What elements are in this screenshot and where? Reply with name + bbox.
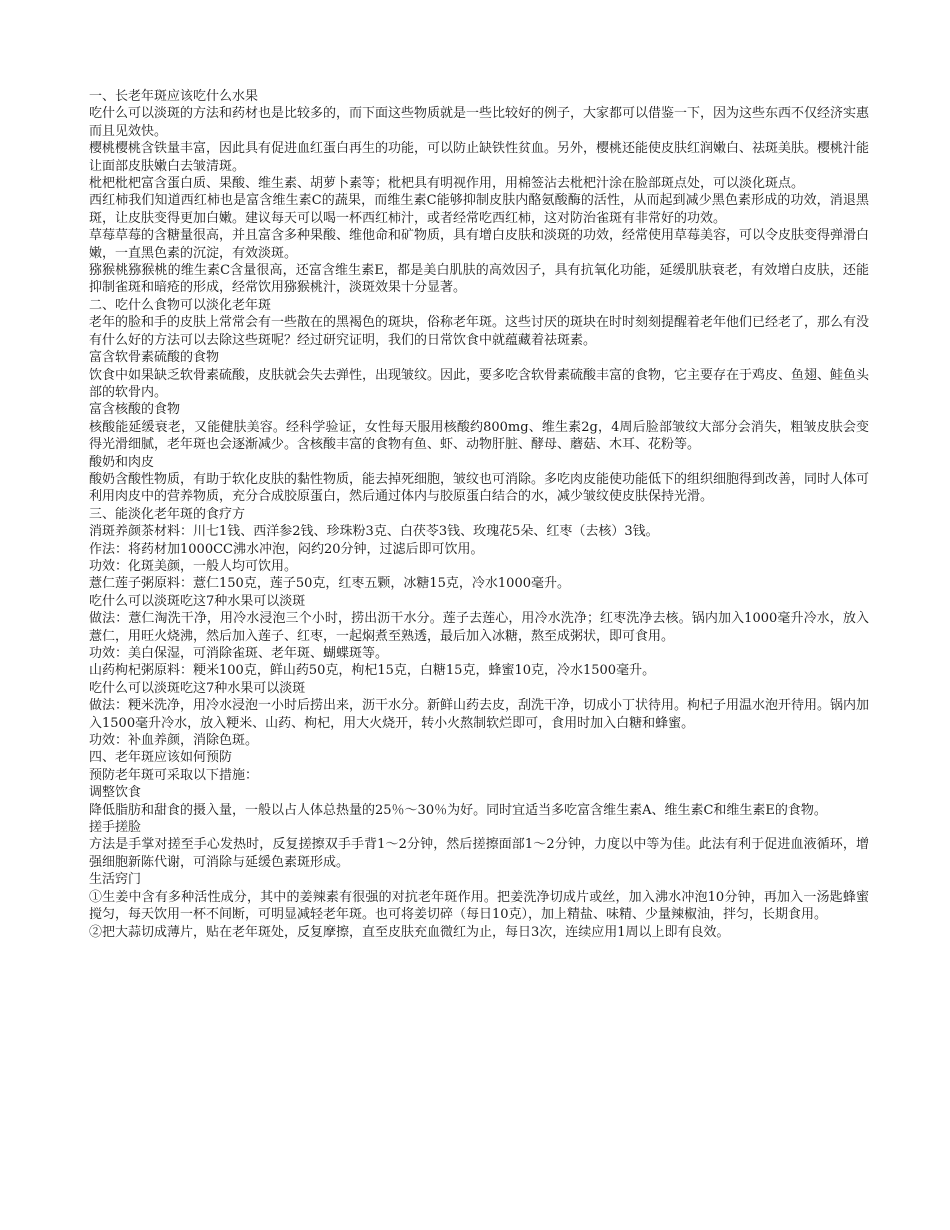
paragraph: 一、长老年斑应该吃什么水果: [89, 89, 259, 104]
paragraph: 做法：粳米洗净，用冷水浸泡一小时后捞出来，沥干水分。新鲜山药去皮，刮洗干净，切成小丁状待用。枸杞子用温水泡开待用。锅内加入1500毫升冷水，放入粳米、山药、枸杞，用大火烧开，转小火熬制软烂即可，食用时加入白糖和蜂蜜。: [89, 698, 870, 731]
paragraph: ①生姜中含有多种活性成分，其中的姜辣素有很强的对抗老年斑作用。把姜洗净切成片或丝，加入沸水冲泡10分钟，再加入一汤匙蜂蜜搅匀，每天饮用一杯不间断，可明显减轻老年斑。也可将姜切碎（每日10克），加上精盐、味精、少量辣椒油，拌匀，长期食用。: [89, 889, 869, 923]
paragraph: 预防老年斑可采取以下措施：: [89, 767, 259, 783]
paragraph: 功效：化斑美颜，一般人均可饮用。: [89, 558, 298, 574]
paragraph: 搓手搓脸: [89, 820, 142, 836]
paragraph: 吃什么可以淡斑吃这7种水果可以淡斑: [89, 593, 306, 609]
paragraph: 酸奶含酸性物质，有助于软化皮肤的黏性物质，能去掉死细胞，皱纹也可消除。多吃肉皮能使功能低下的组织细胞得到改善，同时人体可利用肉皮中的营养物质，充分合成胶原蛋白，然后通过体内与胶原蛋白结合的水，减少皱纹使皮肤保持光滑。: [89, 471, 870, 505]
paragraph: 吃什么可以淡斑的方法和药材也是比较多的，而下面这些物质就是一些比较好的例子，大家都可以借鉴一下，因为这些东西不仅经济实惠而且见效快。: [89, 106, 870, 139]
paragraph: 枇杷枇杷富含蛋白质、果酸、维生素、胡萝卜素等；枇杷具有明视作用，用棉签沾去枇杷汁涂在脸部斑点处，可以淡化斑点。: [89, 176, 805, 192]
paragraph: 功效：补血养颜，消除色斑。: [89, 733, 259, 749]
paragraph: 方法是手掌对搓至手心发热时，反复搓擦双手手背1～2分钟，然后搓擦面部1～2分钟，力度以中等为佳。此法有利于促进血液循环，增强细胞新陈代谢，可消除与延缓色素斑形成。: [89, 837, 869, 870]
paragraph: 功效：美白保湿，可消除雀斑、老年斑、蝴蝶斑等。: [89, 646, 389, 661]
paragraph: 酸奶和肉皮: [89, 454, 155, 470]
paragraph: 樱桃樱桃含铁量丰富，因此具有促进血红蛋白再生的功能，可以防止缺铁性贫血。另外，樱桃还能使皮肤红润嫩白、祛斑美肤。樱桃汁能让面部皮肤嫩白去皱清斑。: [89, 141, 870, 174]
paragraph: 西红柿我们知道西红柿也是富含维生素C的蔬果，而维生素C能够抑制皮肤内酪氨酸酶的活性，从而起到减少黑色素形成的功效，消退黑斑，让皮肤变得更加白嫩。建议每天可以喝一杯西红柿汁，或者经常吃西红柿，这对防治雀斑有非常好的功效。: [89, 193, 869, 226]
document-body: [89, 88, 869, 941]
paragraph: 三、能淡化老年斑的食疗方: [89, 506, 246, 522]
paragraph: ②把大蒜切成薄片，贴在老年斑处，反复摩擦，直至皮肤充血微红为止，每日3次，连续应用1周以上即有良效。: [89, 924, 730, 940]
paragraph: 作法：将药材加1000CC沸水冲泡，闷约20分钟，过滤后即可饮用。: [89, 541, 484, 557]
paragraph: 草莓草莓的含糖量很高，并且富含多种果酸、维他命和矿物质，具有增白皮肤和淡斑的功效，经常使用草莓美容，可以令皮肤变得弹滑白嫩，一直黑色素的沉淀，有效淡斑。: [89, 228, 870, 261]
paragraph: 老年的脸和手的皮肤上常常会有一些散在的黑褐色的斑块，俗称老年斑。这些讨厌的斑块在时时刻刻提醒着老年他们已经老了，那么有没有什么好的方法可以去除这些斑呢？经过研究证明，我们的日常饮食中就蕴藏着祛斑素。: [89, 315, 870, 348]
paragraph: 山药枸杞粥原料：粳米100克，鲜山药50克，枸杞15克，白糖15克，蜂蜜10克，冷水1500毫升。: [89, 663, 656, 679]
paragraph: 调整饮食: [89, 785, 142, 801]
paragraph: 消斑养颜茶材料：川七1钱、西洋参2钱、珍珠粉3克、白茯苓3钱、玫瑰花5朵、红枣（去核）3钱。: [89, 524, 659, 540]
paragraph: 富含软骨素硫酸的食物: [89, 350, 220, 366]
paragraph: 猕猴桃猕猴桃的维生素C含量很高，还富含维生素E，都是美白肌肤的高效因子，具有抗氧化功能，延缓肌肤衰老，有效增白皮肤，还能抑制雀斑和暗疮的形成，经常饮用猕猴桃汁，淡斑效果十分显著。: [89, 263, 869, 296]
paragraph: 薏仁莲子粥原料：薏仁150克，莲子50克，红枣五颗，冰糖15克，冷水1000毫升。: [89, 576, 570, 592]
paragraph: 降低脂肪和甜食的摄入量，一般以占人体总热量的25％～30％为好。同时宜适当多吃富含维生素A、维生素C和维生素E的食物。: [89, 802, 827, 818]
paragraph: 吃什么可以淡斑吃这7种水果可以淡斑: [89, 680, 306, 696]
paragraph: 二、吃什么食物可以淡化老年斑: [89, 297, 272, 313]
paragraph: 核酸能延缓衰老，又能健肤美容。经科学验证，女性每天服用核酸约800mg、维生素2g，4周后脸部皱纹大部分会消失，粗皱皮肤会变得光滑细腻，老年斑也会逐渐减少。含核酸丰富的食物有鱼、虾、动物肝脏、酵母、蘑菇、木耳、花粉等。: [89, 419, 869, 453]
paragraph: 做法：薏仁淘洗干净，用冷水浸泡三个小时，捞出沥干水分。莲子去莲心，用冷水洗净；红枣洗净去核。锅内加入1000毫升冷水，放入薏仁，用旺火烧沸，然后加入莲子、红枣，一起焖煮至熟透，最后加入冰糖，熬至成粥状，即可食用。: [89, 611, 869, 644]
paragraph: 饮食中如果缺乏软骨素硫酸，皮肤就会失去弹性，出现皱纹。因此，要多吃含软骨素硫酸丰富的食物，它主要存在于鸡皮、鱼翅、鲑鱼头部的软骨内。: [89, 367, 870, 400]
paragraph: 四、老年斑应该如何预防: [89, 750, 233, 766]
paragraph: 富含核酸的食物: [89, 402, 181, 418]
paragraph: 生活窍门: [89, 872, 142, 888]
